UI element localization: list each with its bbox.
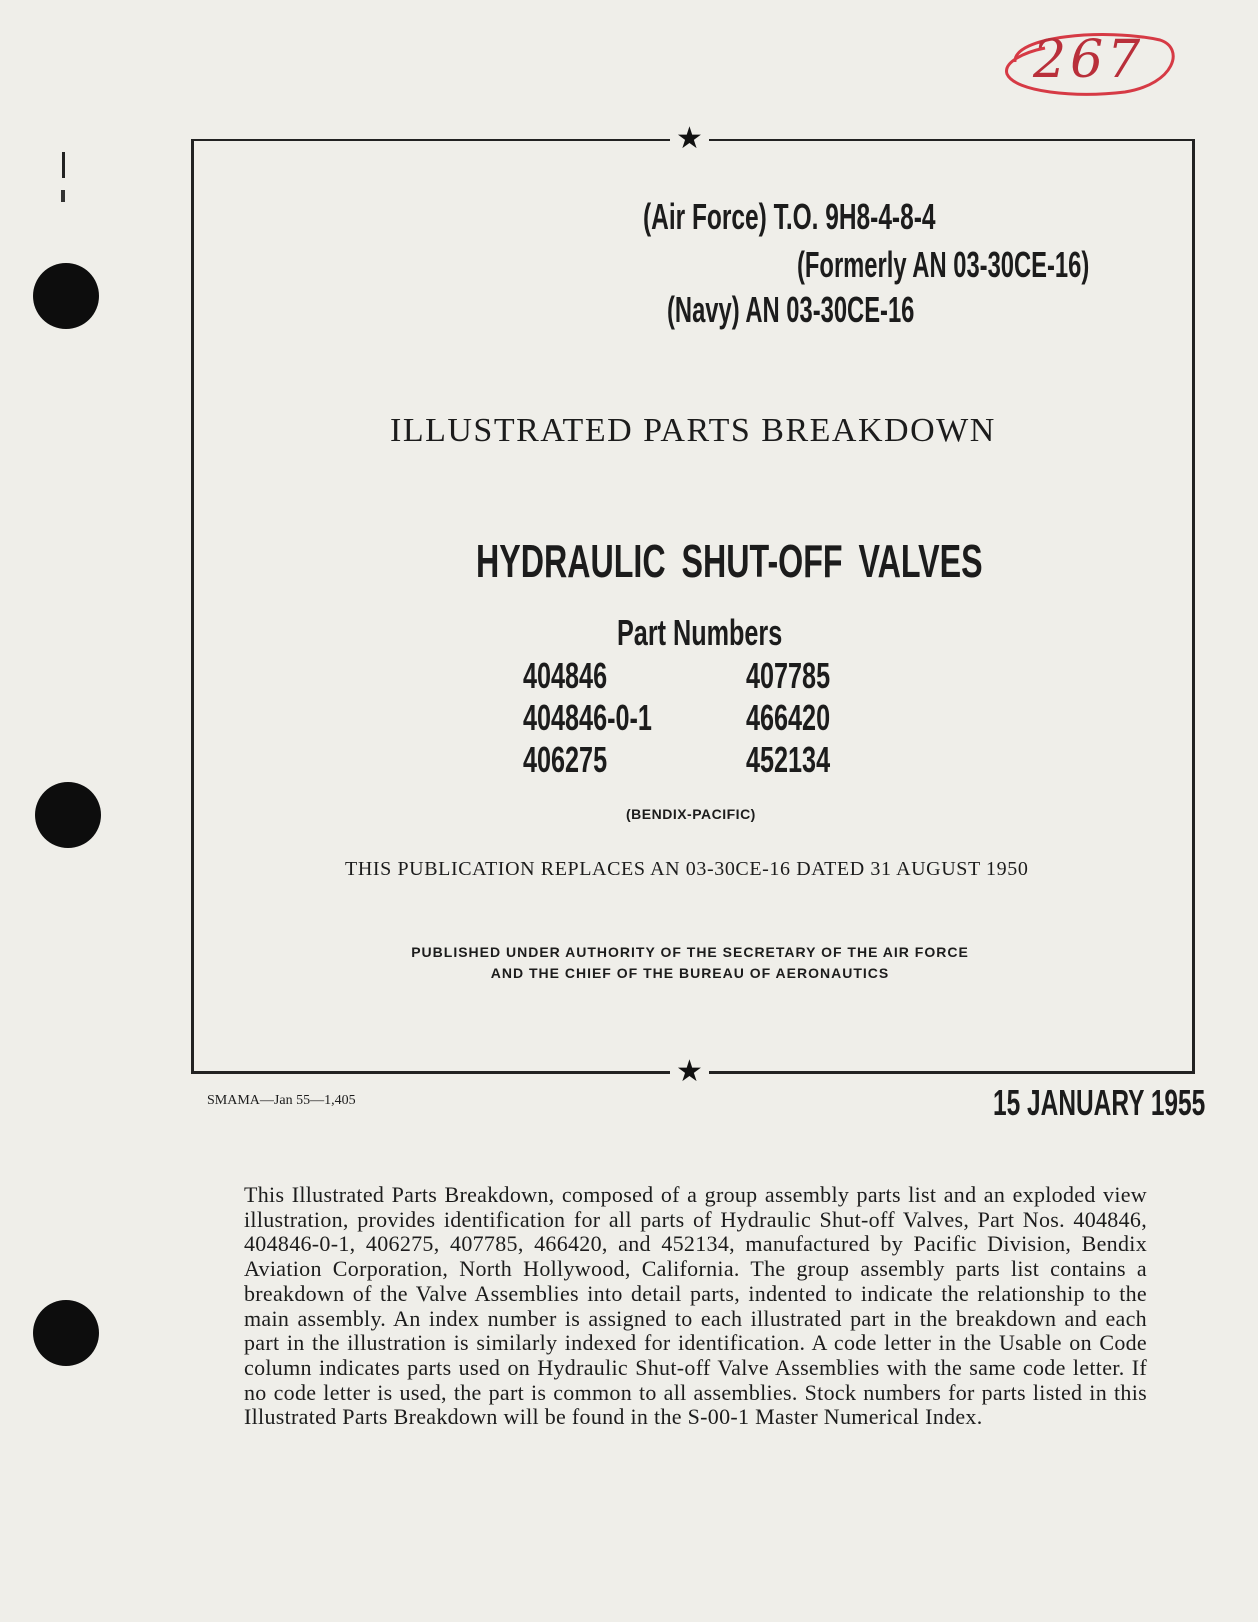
part-number: 466420 [746, 697, 831, 738]
navy-number: (Navy) AN 03-30CE-16 [667, 289, 915, 330]
manufacturer-name: (BENDIX-PACIFIC) [626, 806, 756, 822]
publication-date: 15 JANUARY 1955 [993, 1082, 1206, 1123]
part-numbers-heading: Part Numbers [617, 612, 783, 653]
star-icon: ★ [670, 124, 709, 154]
introduction-paragraph: This Illustrated Parts Breakdown, composed of a group assembly parts list and an exploded view illustration, provides identification for all parts of Hydraulic Shut-off Valves, Part Nos. 404846, 404846-0-1, 406275, 407785, 466420, and 452134, manufactured by Pacific Division, Bendix Aviation Corporation, North Hollywood, California. The group assembly parts list contains a breakdown of the Valve Assemblies into detail parts, indented to indicate the relationship to the main assembly. An index number is assigned to each illustrated part in the breakdown and each part in the illustration is similarly indexed for identification. A code letter in the Usable on Code column indicates parts used on Hydraulic Shut-off Valve Assemblies with the same code letter. If no code letter is used, the part is common to all assemblies. Stock numbers for parts listed in this Illustrated Parts Breakdown will be found in the S-00-1 Master Numerical Index. [244, 1182, 1147, 1430]
print-code: SMAMA—Jan 55—1,405 [207, 1093, 356, 1108]
punch-hole-middle [35, 782, 101, 848]
part-number: 407785 [746, 655, 831, 696]
binder-mark [62, 152, 65, 178]
replaces-notice: THIS PUBLICATION REPLACES AN 03-30CE-16 DATED 31 AUGUST 1950 [345, 858, 1029, 880]
binder-mark-dot [61, 190, 65, 202]
document-title: HYDRAULIC SHUT-OFF VALVES [476, 535, 983, 587]
part-number: 406275 [523, 739, 608, 780]
air-force-to-number: (Air Force) T.O. 9H8-4-8-4 [643, 196, 936, 237]
formerly-number: (Formerly AN 03-30CE-16) [797, 244, 1090, 285]
part-number: 404846-0-1 [523, 697, 652, 738]
part-number: 452134 [746, 739, 831, 780]
punch-hole-top [33, 263, 99, 329]
handwritten-page-number: 267 [985, 22, 1185, 102]
punch-hole-bottom [33, 1300, 99, 1366]
authority-line: PUBLISHED UNDER AUTHORITY OF THE SECRETARY OF THE AIR FORCE [411, 944, 969, 960]
part-number: 404846 [523, 655, 608, 696]
document-type: ILLUSTRATED PARTS BREAKDOWN [390, 412, 996, 449]
star-icon: ★ [670, 1057, 709, 1087]
authority-line: AND THE CHIEF OF THE BUREAU OF AERONAUTICS [490, 965, 890, 981]
